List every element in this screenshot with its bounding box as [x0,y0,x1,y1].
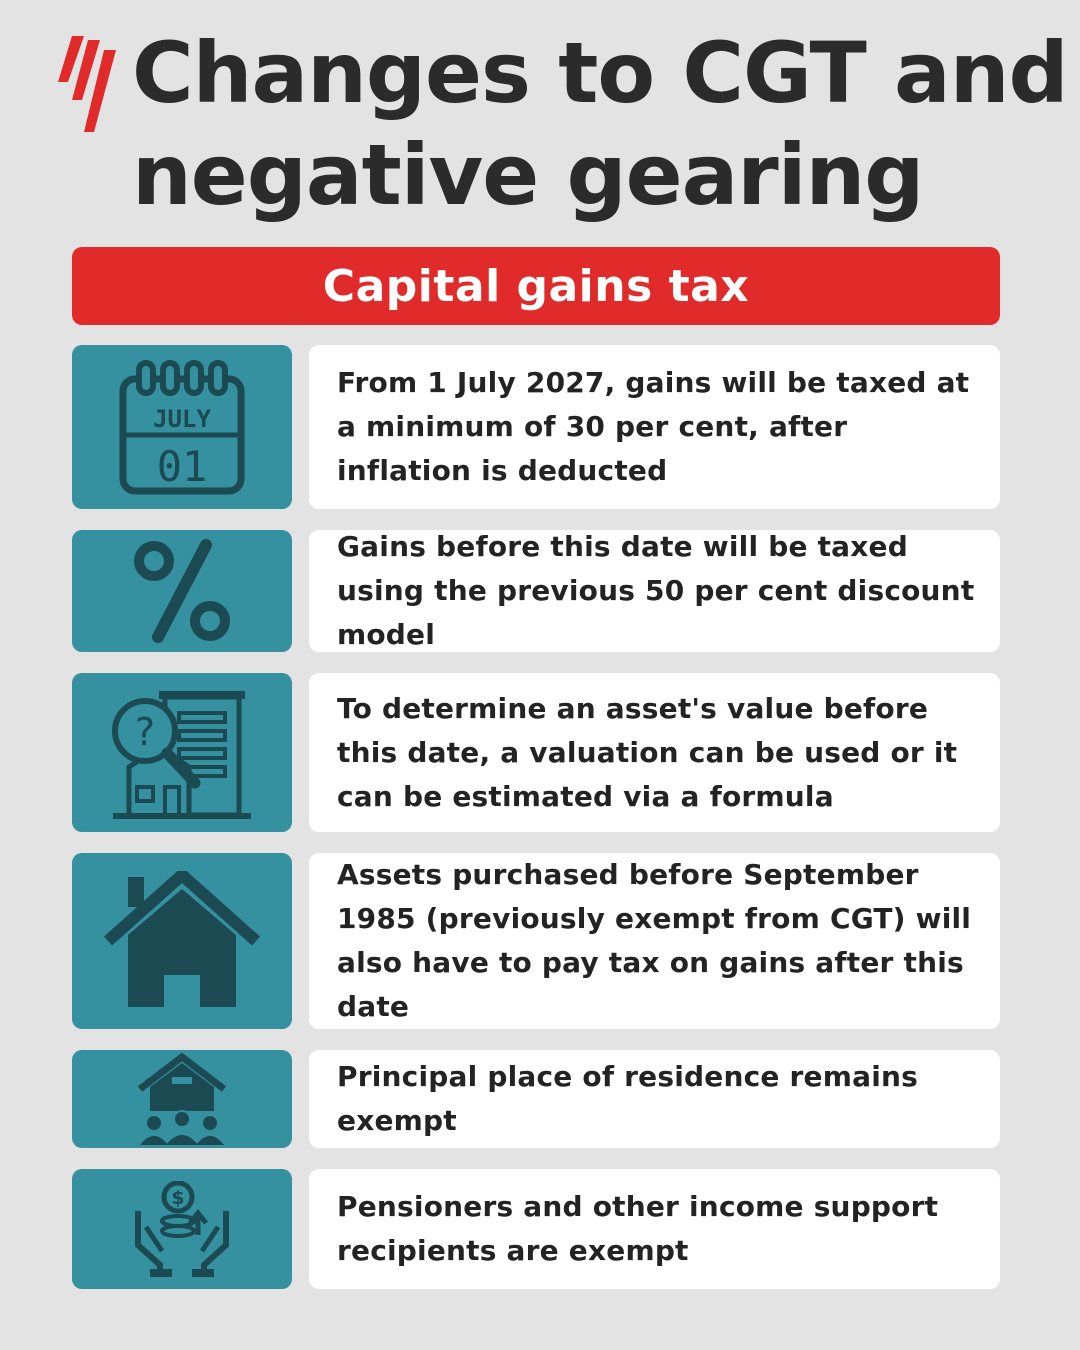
info-text: From 1 July 2027, gains will be taxed at a minimum of 30 per cent, after inflation is deducted [337,366,970,487]
icon-panel [72,345,292,509]
info-text: Pensioners and other income support recipients are exempt [337,1190,939,1267]
percent-icon [132,539,232,643]
icon-panel [72,853,292,1029]
info-row-6 [72,1169,1000,1289]
info-row-5 [72,1050,1000,1148]
header [50,22,1068,224]
info-text-box [309,1169,1000,1289]
title-line-1: Changes to CGT and [132,24,1068,122]
property-valuation-icon [107,683,257,823]
info-text: Assets purchased before September 1985 (previously exempt from CGT) will also have to pay tax on gains after this date [337,858,972,1023]
house-icon [104,871,260,1011]
info-row-4 [72,853,1000,1029]
icon-panel [72,1169,292,1289]
calendar-day: 01 [156,442,208,491]
icon-panel [72,1050,292,1148]
info-text-box [309,1050,1000,1148]
calendar-july-01-icon [117,357,247,497]
icon-panel [72,530,292,652]
dollar-glyph: $ [171,1187,185,1209]
sbs-logo-icon [54,36,116,132]
page-title [132,22,1068,226]
info-text-box [309,673,1000,832]
calendar-month: JULY [153,405,211,433]
title-line-2: negative gearing [132,126,924,224]
section-banner-label: Capital gains tax [322,260,750,312]
info-row-1 [72,345,1000,509]
info-row-3 [72,673,1000,832]
info-text: To determine an asset's value before this date, a valuation can be used or it can be estimated via a formula [337,691,958,813]
info-text: Gains before this date will be taxed using the previous 50 per cent discount model [337,530,975,651]
info-text: Principal place of residence remains exempt [337,1060,919,1137]
family-home-icon [136,1053,228,1145]
info-text-box [309,345,1000,509]
question-glyph: ? [134,709,156,754]
section-banner [72,247,1000,325]
icon-panel [72,673,292,832]
hands-money-icon [132,1181,232,1277]
info-text-box [309,530,1000,652]
info-text-box [309,853,1000,1029]
info-row-2 [72,530,1000,652]
